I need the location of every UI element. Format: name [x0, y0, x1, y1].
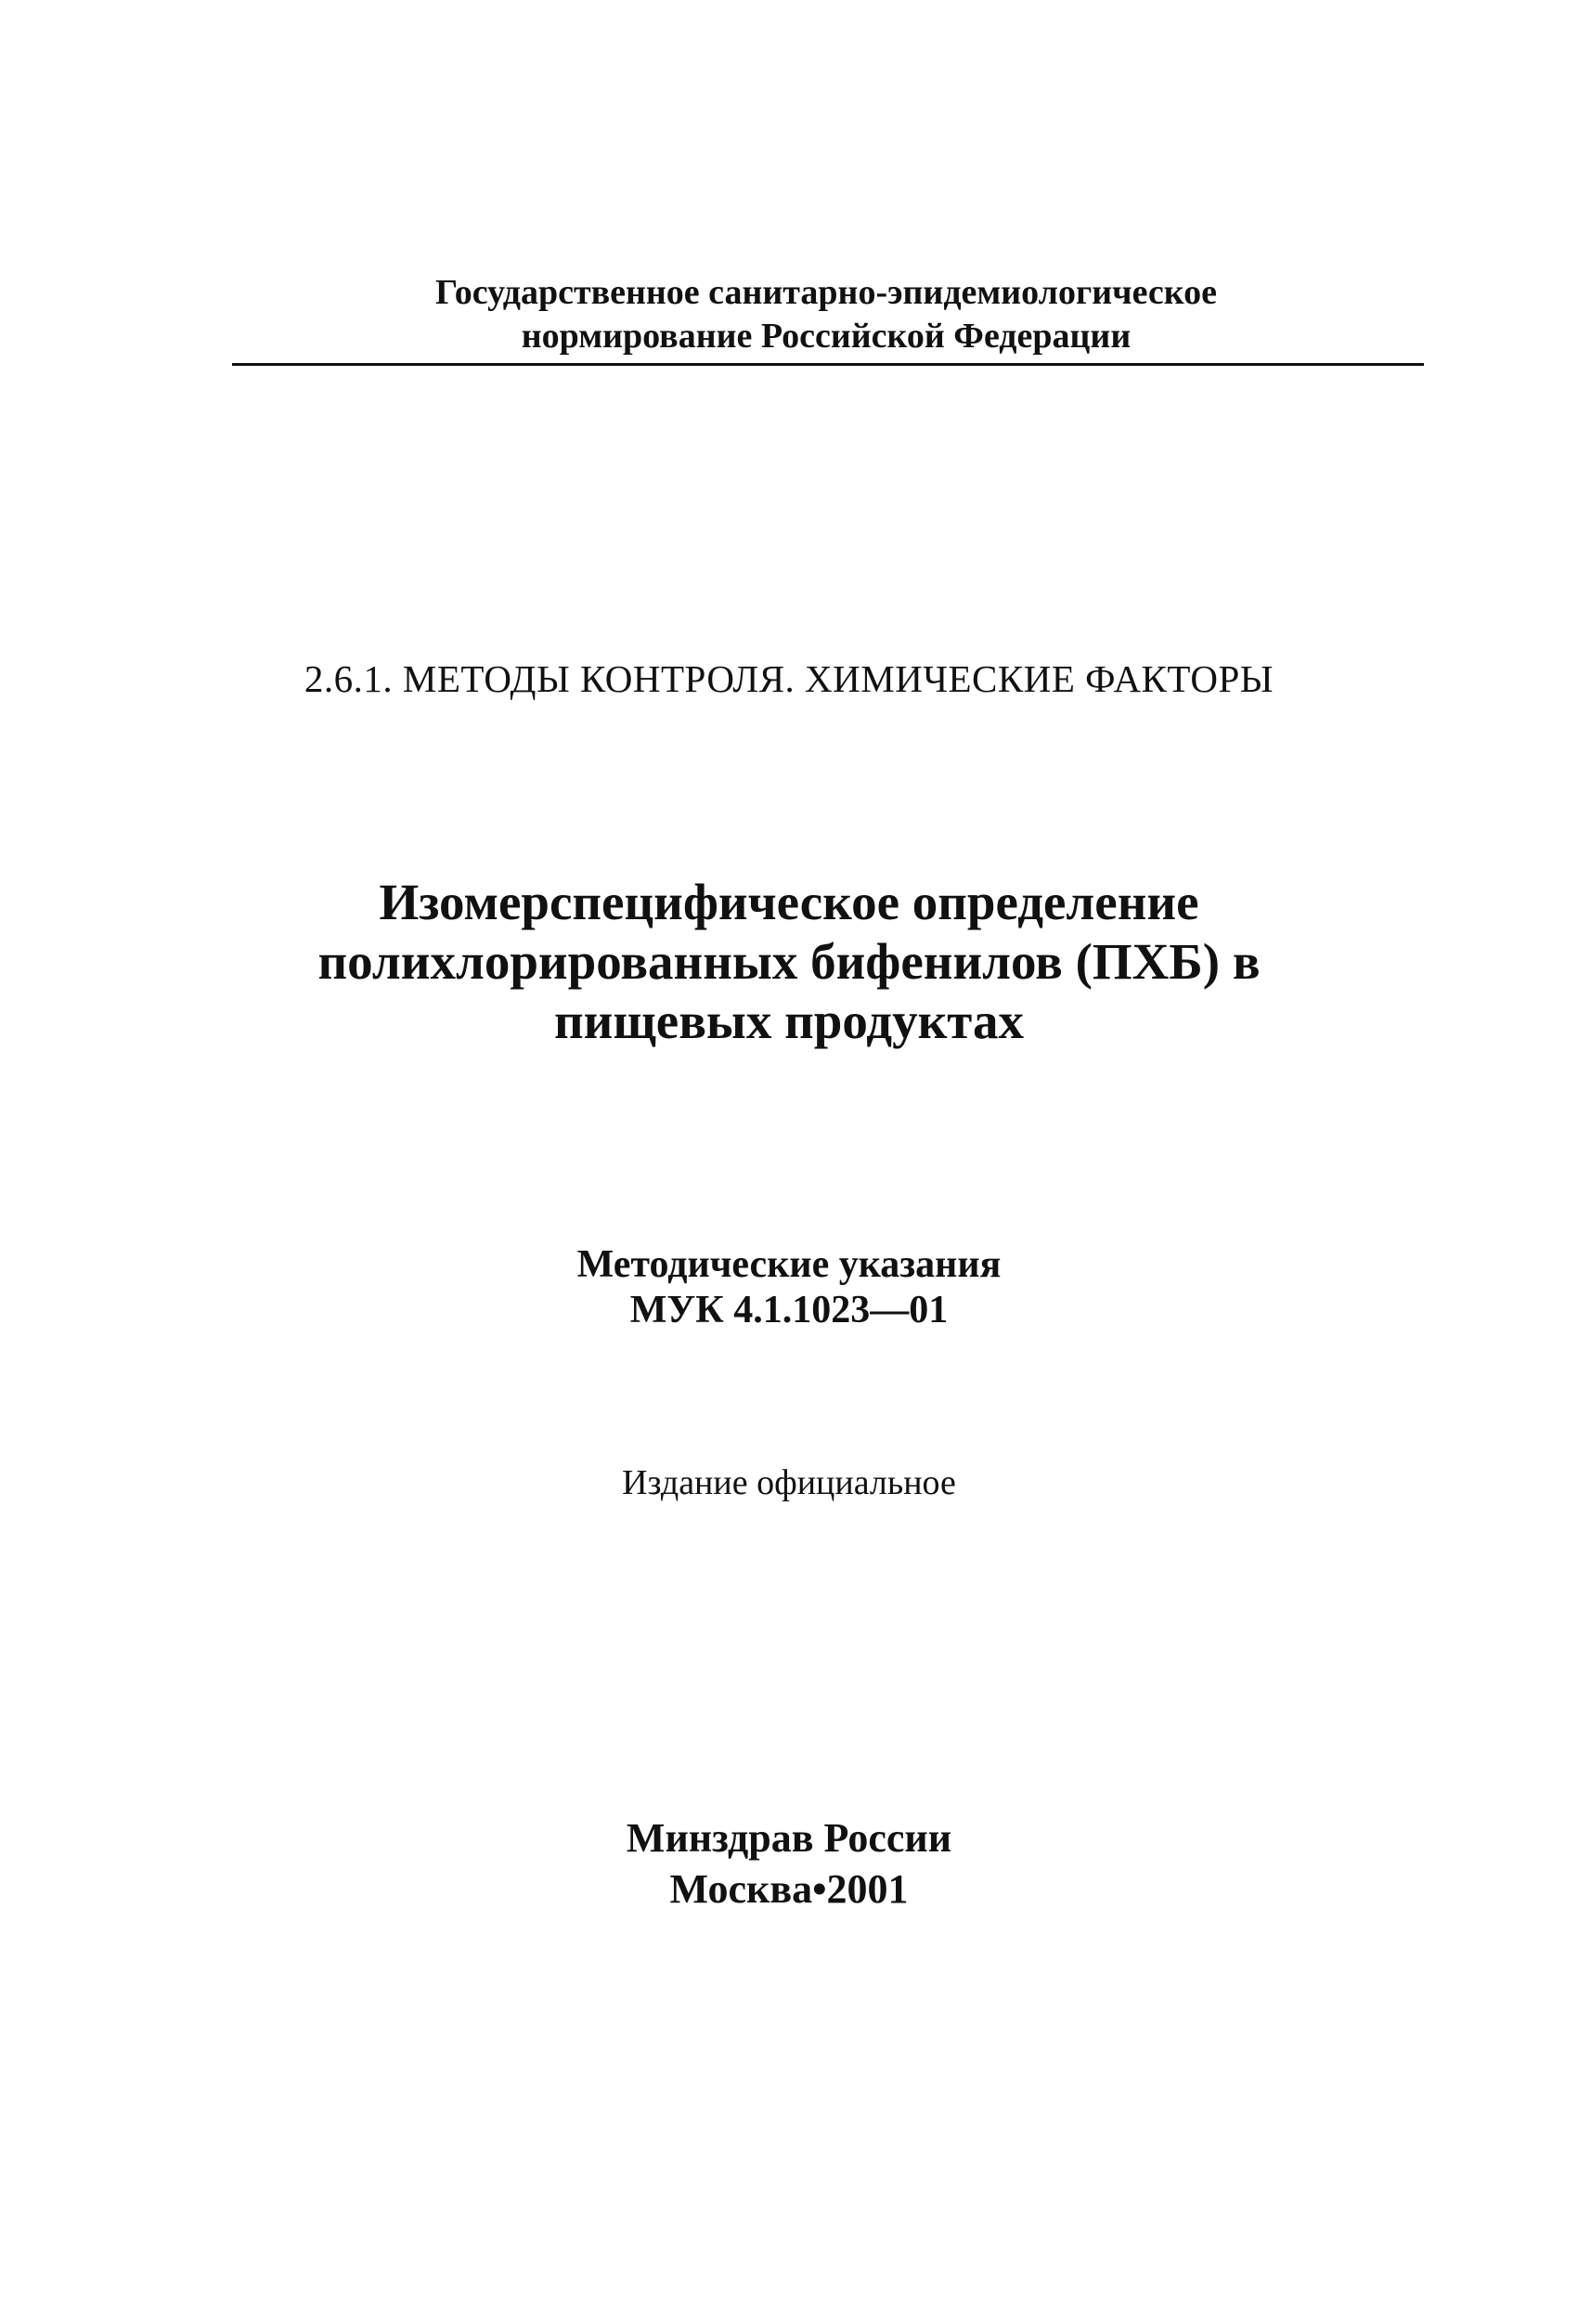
header-line-1: Государственное санитарно-эпидемиологическое: [434, 273, 1218, 312]
document-type: Методические указания: [576, 1243, 1002, 1286]
edition-text: Издание официальное: [622, 1463, 956, 1502]
header-line-2: нормирование Российской Федерации: [521, 317, 1132, 356]
edition-note: [0, 1460, 1578, 1506]
series-heading: [0, 653, 1578, 705]
header-authority: [232, 271, 1420, 358]
publisher-name: Минздрав России: [626, 1815, 952, 1861]
title-line-1: Изомерспецифическое определение: [379, 874, 1199, 930]
title-line-2: полихлорированных бифенилов (ПХБ) в: [317, 933, 1261, 990]
publisher-place-year: Москва•2001: [669, 1866, 909, 1912]
header-divider: [232, 363, 1424, 366]
document-designation: [0, 1242, 1578, 1333]
publisher-imprint: [0, 1812, 1578, 1915]
title-line-3: пищевых продуктах: [553, 993, 1024, 1049]
document-title: [0, 873, 1578, 1051]
series-text: 2.6.1. МЕТОДЫ КОНТРОЛЯ. ХИМИЧЕСКИЕ ФАКТОРЫ: [304, 657, 1274, 700]
document-code: МУК 4.1.1023—01: [629, 1289, 949, 1331]
